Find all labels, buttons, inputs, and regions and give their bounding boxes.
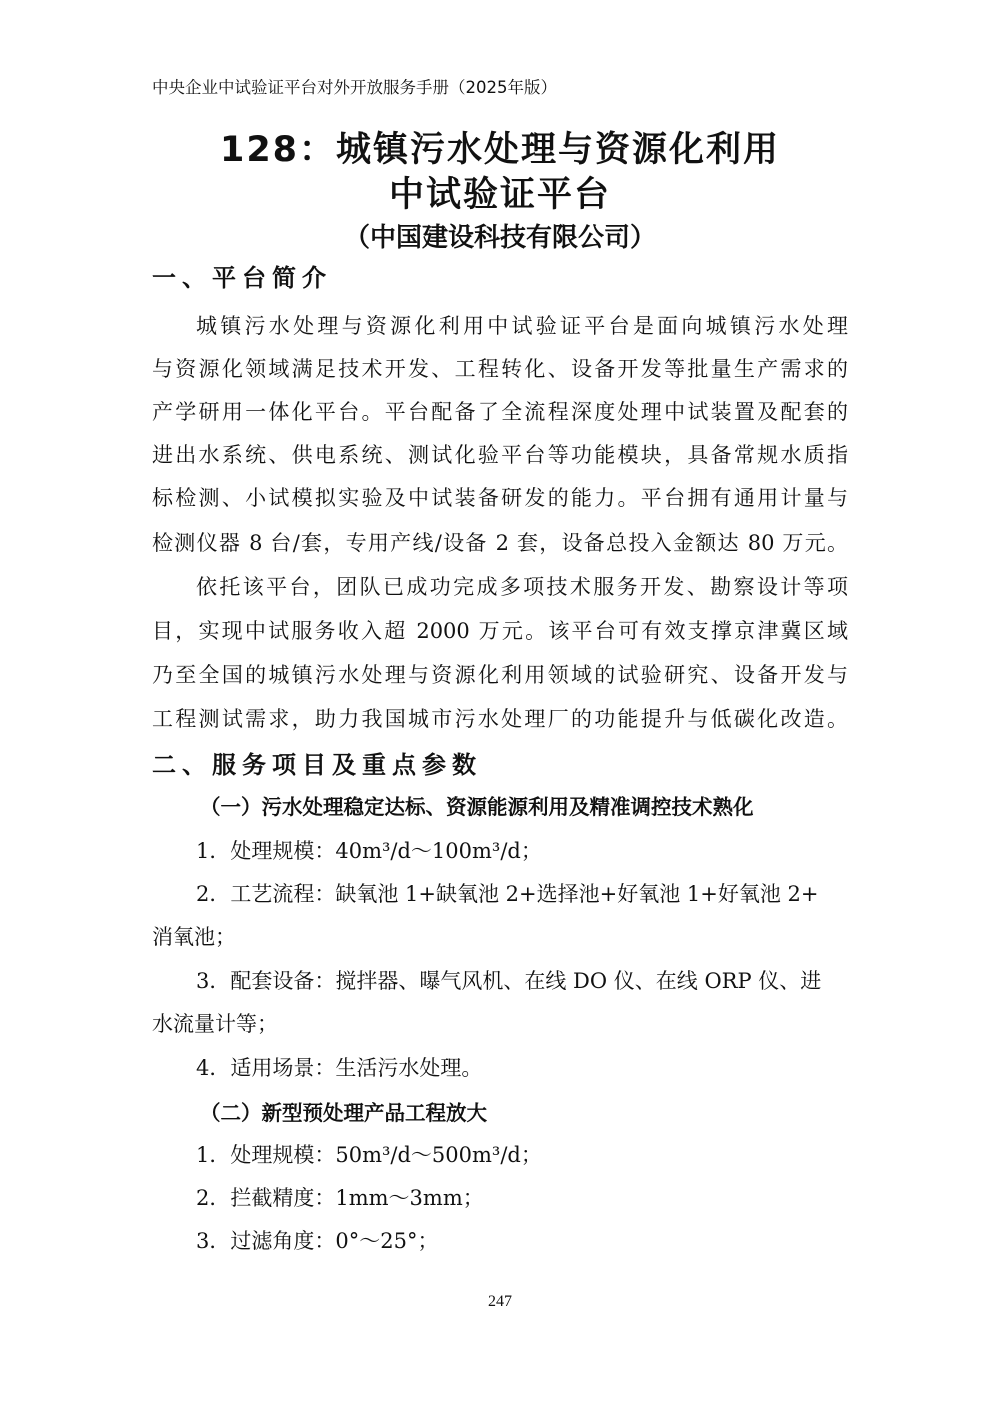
page-title-line1: 128：城镇污水处理与资源化利用 (219, 130, 781, 170)
subsection-title: （一）污水处理稳定达标、资源能源利用及精准调控技术熟化 (200, 795, 754, 819)
paragraph-line: 目，实现中试服务收入超 2000 万元。该平台可有效支撑京津冀区域 (152, 619, 848, 643)
paragraph-line: 进出水系统、供电系统、测试化验平台等功能模块，具备常规水质指 (152, 443, 848, 467)
list-item-continuation: 消氧池； (152, 925, 236, 949)
paragraph-line: 标检测、小试模拟实验及中试装备研发的能力。平台拥有通用计量与 (152, 486, 848, 510)
list-item: 2．工艺流程：缺氧池 1+缺氧池 2+选择池+好氧池 1+好氧池 2+ (196, 882, 819, 906)
running-header: 中央企业中试验证平台对外开放服务手册（2025年版） (152, 78, 557, 97)
list-item: 3．过滤角度：0°～25°； (196, 1229, 439, 1253)
list-item-continuation: 水流量计等； (152, 1012, 278, 1036)
list-item: 1．处理规模：40m³/d～100m³/d； (196, 839, 542, 863)
page-title-line2: 中试验证平台 (388, 175, 611, 215)
paragraph-line: 检测仪器 8 台/套，专用产线/设备 2 套，设备总投入金额达 80 万元。 (152, 531, 848, 555)
paragraph-line: 依托该平台，团队已成功完成多项技术服务开发、勘察设计等项 (196, 575, 848, 599)
list-item: 2．拦截精度：1mm～3mm； (196, 1186, 484, 1210)
section-heading-intro: 一、平台简介 (152, 264, 332, 292)
list-item: 1．处理规模：50m³/d～500m³/d； (196, 1143, 542, 1167)
paragraph-line: 产学研用一体化平台。平台配备了全流程深度处理中试装置及配套的 (152, 400, 848, 424)
paragraph-line: 工程测试需求，助力我国城市污水处理厂的功能提升与低碳化改造。 (152, 707, 848, 731)
list-item: 3．配套设备：搅拌器、曝气风机、在线 DO 仪、在线 ORP 仪、进 (196, 969, 822, 993)
paragraph-line: 城镇污水处理与资源化利用中试验证平台是面向城镇污水处理 (196, 314, 848, 338)
paragraph-line: 乃至全国的城镇污水处理与资源化利用领域的试验研究、设备开发与 (152, 663, 848, 687)
company-name: （中国建设科技有限公司） (343, 223, 656, 253)
list-item: 4．适用场景：生活污水处理。 (196, 1056, 483, 1080)
section-heading-services: 二、服务项目及重点参数 (152, 751, 482, 779)
page-number: 247 (488, 1293, 512, 1310)
subsection-title: （二）新型预处理产品工程放大 (200, 1101, 487, 1125)
paragraph-line: 与资源化领域满足技术开发、工程转化、设备开发等批量生产需求的 (152, 357, 848, 381)
